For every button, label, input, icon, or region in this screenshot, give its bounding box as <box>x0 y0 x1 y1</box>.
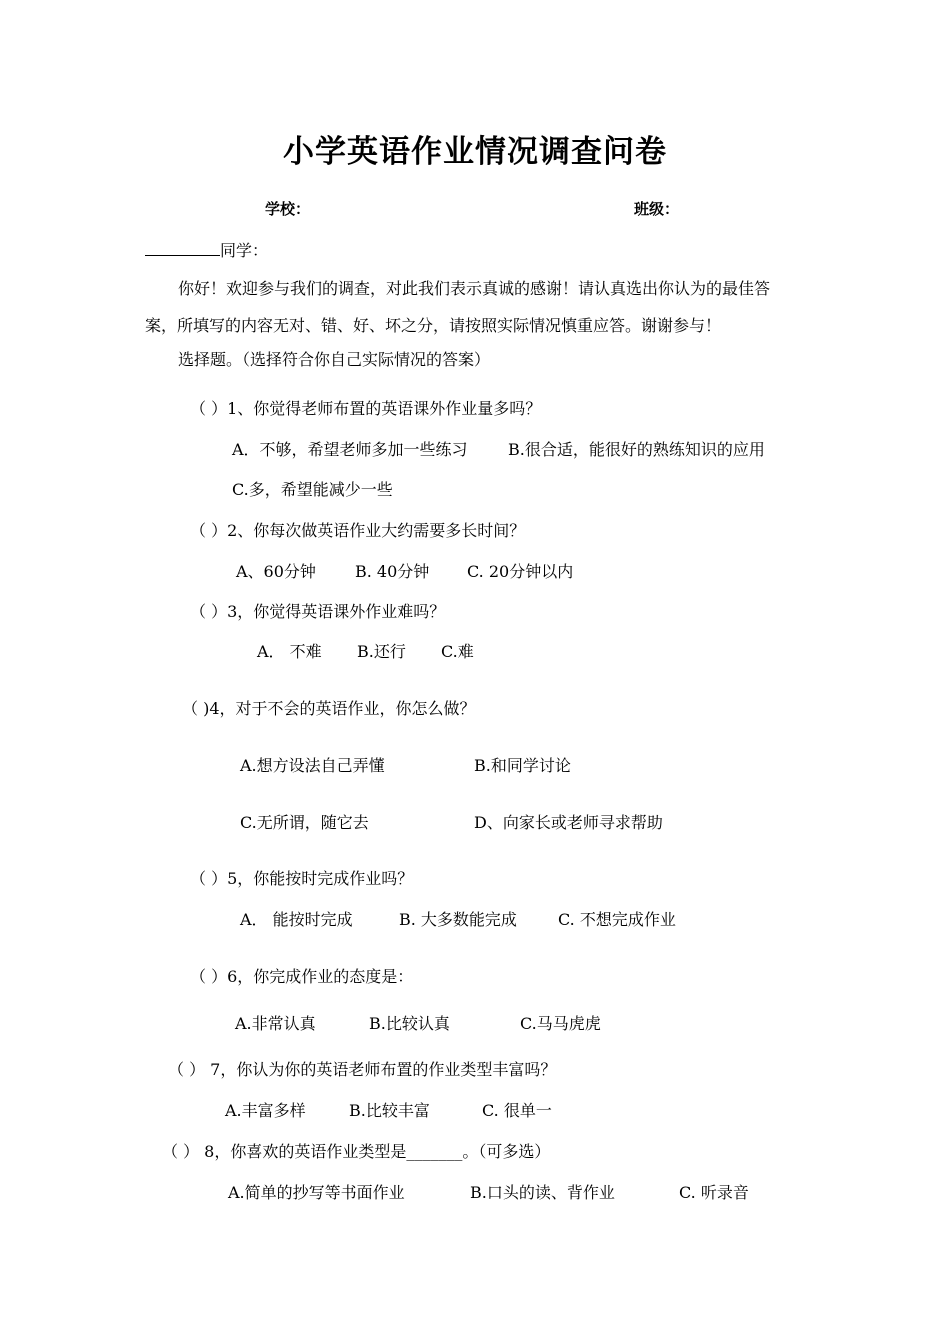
greeting-line <box>145 240 268 261</box>
q7-option-a: A.丰富多样 <box>225 1101 306 1120</box>
q2-option-b: B. 40分钟 <box>355 562 430 581</box>
q8-option-b: B.口头的读、背作业 <box>470 1183 615 1202</box>
q6-option-a: A.非常认真 <box>235 1014 316 1033</box>
q5-option-a: A． 能按时完成 <box>240 910 353 929</box>
intro-line-1: 你好！欢迎参与我们的调查，对此我们表示真诚的感谢！请认真选出你认为的最佳答 <box>178 279 771 298</box>
question-8: （ ） 8，你喜欢的英语作业类型是_______。（可多选） <box>162 1142 551 1161</box>
question-7: （ ） 7，你认为你的英语老师布置的作业类型丰富吗？ <box>168 1060 557 1079</box>
q3-option-b: B.还行 <box>357 642 406 661</box>
greeting-suffix: 同学： <box>220 241 269 260</box>
question-4: （ )4，对于不会的英语作业，你怎么做？ <box>182 699 476 718</box>
q8-option-a: A.简单的抄写等书面作业 <box>228 1183 405 1202</box>
q5-option-b: B. 大多数能完成 <box>399 910 517 929</box>
name-blank <box>145 240 220 256</box>
question-1: （ ）1、你觉得老师布置的英语课外作业量多吗？ <box>190 399 542 418</box>
q2-option-a: A、60分钟 <box>236 562 316 581</box>
q4-option-d: D、向家长或老师寻求帮助 <box>474 813 663 832</box>
q2-option-c: C. 20分钟以内 <box>467 562 574 581</box>
q1-option-c: C.多，希望能减少一些 <box>232 480 393 499</box>
q7-option-b: B.比较丰富 <box>349 1101 430 1120</box>
q4-option-c: C.无所谓，随它去 <box>240 813 369 832</box>
q1-option-a: A．不够，希望老师多加一些练习 <box>232 440 468 459</box>
q8-option-c: C. 听录音 <box>679 1183 749 1202</box>
q7-option-c: C. 很单一 <box>482 1101 552 1120</box>
school-label: 学校： <box>265 200 311 218</box>
page-title: 小学英语作业情况调查问卷 <box>283 134 667 170</box>
q3-option-c: C.难 <box>441 642 474 661</box>
question-5: （ ）5，你能按时完成作业吗？ <box>190 869 414 888</box>
section-heading: 选择题。（选择符合你自己实际情况的答案） <box>178 350 491 369</box>
q5-option-c: C. 不想完成作业 <box>558 910 676 929</box>
q4-option-b: B.和同学讨论 <box>474 756 571 775</box>
question-6: （ ）6，你完成作业的态度是： <box>190 967 414 986</box>
intro-line-2: 案，所填写的内容无对、错、好、坏之分，请按照实际情况慎重应答。谢谢参与！ <box>145 316 722 335</box>
q4-option-a: A.想方设法自己弄懂 <box>240 756 385 775</box>
question-2: （ ）2、你每次做英语作业大约需要多长时间？ <box>190 521 526 540</box>
q1-option-b: B.很合适，能很好的熟练知识的应用 <box>508 440 765 459</box>
question-3: （ ）3，你觉得英语课外作业难吗？ <box>190 602 446 621</box>
class-label: 班级： <box>634 200 680 218</box>
q6-option-c: C.马马虎虎 <box>520 1014 601 1033</box>
q6-option-b: B.比较认真 <box>369 1014 450 1033</box>
q3-option-a: A． 不难 <box>257 642 322 661</box>
